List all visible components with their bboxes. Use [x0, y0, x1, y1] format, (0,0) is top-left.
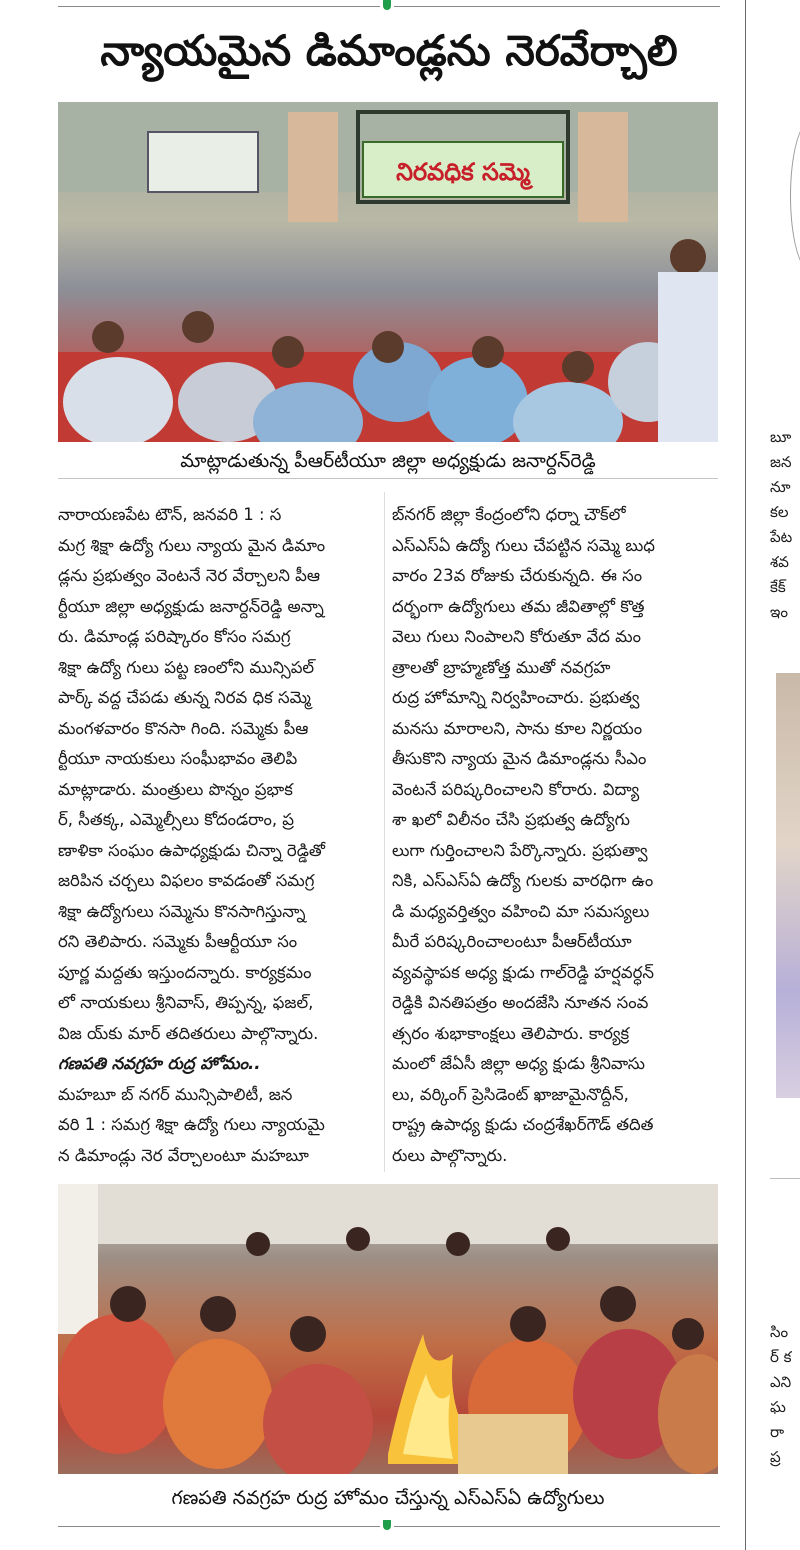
- adjacent-article-upper: [770, 425, 800, 625]
- text-line: న డిమాండ్లు నెర వేర్చాలంటూ మహబూ: [58, 1145, 309, 1165]
- text-line: డి మధ్యవర్తిత్వం వహించి మా సమస్యలు: [392, 901, 650, 921]
- text-line: దర్భంగా ఉద్యోగులు తమ జీవితాల్లో కొత్త: [392, 596, 645, 616]
- text-line: ర్టీయూ జిల్లా అధ్యక్షుడు జనార్దన్‌రెడ్డి అన్నా: [58, 596, 324, 616]
- text-line: రు. డిమాండ్ల పరిష్కారం కోసం సమగ్ర: [58, 627, 291, 646]
- photo-top-caption: మాట్లాడుతున్న పీఆర్‌టీయూ జిల్లా అధ్యక్షుడు జనార్దన్‌రెడ్డి: [180, 450, 596, 472]
- text-line: త్సరం శుభాకాంక్షలు తెలిపారు. కార్యక్ర: [392, 1023, 630, 1043]
- text-line: లుగా గుర్తించాలని పేర్కొన్నారు. ప్రభుత్వా: [392, 840, 648, 860]
- text-line: వారం 23వ రోజుకు చేరుకున్నది. ఈ సం: [392, 566, 643, 585]
- text-line: మంగళవారం కొనసా గింది. సమ్మెకు పీఆ: [58, 718, 309, 738]
- leaf-ornament-icon: [380, 0, 394, 14]
- top-rule: [58, 0, 720, 14]
- text-line: ఎస్‌ఎస్‌ఏ ఉద్యో గులు చేపట్టిన సమ్మె బుధ: [392, 535, 655, 555]
- bottom-rule: [58, 1520, 720, 1534]
- text-line: లు, వర్కింగ్‌ ప్రెసిడెంట్‌ ఖాజామైనొద్దీన్‌,: [392, 1084, 629, 1104]
- text-line: పూర్ణ మద్దతు ఇస్తుందన్నారు. కార్యక్రమం: [58, 962, 312, 982]
- adjacent-photo: [776, 673, 800, 1098]
- page-column-divider: [745, 0, 746, 1550]
- text-line: లో నాయకులు శ్రీనివాస్‌, తిప్పన్న, ఫజల్‌,: [58, 993, 314, 1012]
- text-line: వెలు గులు నింపాలని కోరుతూ వేద మం: [392, 627, 641, 646]
- subheading: గణపతి నవగ్రహ రుద్ర హోమం..: [58, 1054, 261, 1073]
- text-line: రాష్ట్ర ఉపాధ్య క్షుడు చంద్రశేఖర్‌గౌడ్‌ తదిత: [392, 1115, 654, 1134]
- text-line: మహబూ బ్‌ నగర్‌ మున్సిపాలిటీ, జన: [58, 1084, 293, 1104]
- text-line: శా ఖలో విలీనం చేసి ప్రభుత్వ ఉద్యోగు: [392, 810, 630, 829]
- text-line: విజ య్‌కు మార్‌ తదితరులు పాల్గొన్నారు.: [58, 1023, 319, 1043]
- adjacent-divider: [770, 1178, 800, 1179]
- text-line: రా: [770, 1423, 785, 1441]
- article-column-left: [58, 500, 376, 1171]
- text-line: వెంటనే పరిష్కరించాలని కోరారు. విద్యా: [392, 779, 640, 799]
- text-line: తీసుకొని న్యాయ మైన డిమాండ్లను సీఎం: [392, 749, 647, 768]
- text-line: కేక్: [770, 578, 786, 596]
- text-line: ఘ: [770, 1398, 786, 1416]
- text-line: త్రాలతో బ్రాహ్మణోత్త ముతో నవగ్రహ: [392, 657, 611, 677]
- text-line: ఎని: [770, 1373, 792, 1391]
- text-line: ఇం: [770, 603, 788, 621]
- text-line: నూ: [770, 478, 791, 496]
- text-line: ర్‌, సీతక్క, ఎమ్మెల్సీలు కోదండరాం, ప్ర: [58, 810, 295, 829]
- text-line: కల: [770, 503, 789, 521]
- text-line: నారాయణపేట టౌన్‌, జనవరి 1 : స: [58, 505, 282, 524]
- text-line: శవ: [770, 553, 789, 571]
- text-line: రుద్ర హోమాన్ని నిర్వహించారు. ప్రభుత్వ: [392, 688, 640, 707]
- text-line: ప్ర: [770, 1448, 781, 1466]
- text-line: నికి, ఎస్‌ఎస్‌ఏ ఉద్యో గులకు వారధిగా ఉం: [392, 871, 654, 890]
- caption-divider: [58, 478, 718, 479]
- photo-protest-meeting: [58, 102, 718, 442]
- article-column-right: [392, 500, 718, 1171]
- text-line: రని తెలిపారు. సమ్మెకు పీఆర్టీయూ సం: [58, 932, 298, 951]
- text-line: పేట: [770, 528, 793, 546]
- banner-text: నిరవధిక సమ్మె: [396, 158, 530, 186]
- adjacent-graphic: [790, 120, 800, 272]
- text-line: మీరే పరిష్కరించాలంటూ పీఆర్‌టీయూ: [392, 932, 632, 951]
- text-line: బూ: [770, 428, 792, 446]
- text-line: రులు పాల్గొన్నారు.: [392, 1145, 508, 1165]
- column-divider: [384, 492, 385, 1172]
- text-line: మనసు మారాలని, సాను కూల నిర్ణయం: [392, 718, 643, 738]
- text-line: సిం: [770, 1323, 789, 1341]
- photo-homam-ritual: [58, 1184, 718, 1474]
- headline: న్యాయమైన డిమాండ్లను నెరవేర్చాలి: [100, 26, 678, 75]
- leaf-ornament-icon: [380, 1520, 394, 1534]
- text-line: శిక్షా ఉద్యోగులు సమ్మెను కొనసాగిస్తున్నా: [58, 901, 306, 921]
- text-line: ణాళికా సంఘం ఉపాధ్యక్షుడు చిన్నా రెడ్డితో: [58, 840, 326, 860]
- text-line: బ్‌నగర్‌ జిల్లా కేంద్రంలోని ధర్నా చౌక్‌లో: [392, 505, 626, 524]
- text-line: శిక్షా ఉద్యో గులు పట్ట ణంలోని మున్సిపల్‌: [58, 657, 315, 677]
- text-line: మంలో జేఏసీ జిల్లా అధ్య క్షుడు శ్రీనివాసు: [392, 1054, 646, 1073]
- text-line: మగ్ర శిక్షా ఉద్యో గులు న్యాయ మైన డిమాం: [58, 535, 326, 555]
- text-line: వరి 1 : సమగ్ర శిక్షా ఉద్యో గులు న్యాయమై: [58, 1115, 325, 1134]
- text-line: జన: [770, 453, 792, 471]
- text-line: ర్టీయూ నాయకులు సంఘీభావం తెలిపి: [58, 749, 298, 768]
- text-line: జరిపిన చర్చలు విఫలం కావడంతో సమగ్ర: [58, 871, 315, 890]
- text-line: పార్క్‌ వద్ద చేపడు తున్న నిరవ ధిక సమ్మె: [58, 688, 311, 707]
- text-line: మాట్లాడారు. మంత్రులు పొన్నం ప్రభాక: [58, 779, 293, 799]
- adjacent-article-lower: [770, 1320, 800, 1470]
- photo-bottom-caption: గణపతి నవగ్రహ రుద్ర హోమం చేస్తున్న ఎస్‌ఎస్‌ఏ ఉద్యోగులు: [171, 1487, 605, 1509]
- text-line: రెడ్డికి వినతిపత్రం అందజేసి నూతన సంవ: [392, 993, 649, 1012]
- text-line: డ్లను ప్రభుత్వం వెంటనే నెర వేర్చాలని పీఆ: [58, 566, 321, 585]
- text-line: వ్యవస్థాపక అధ్య క్షుడు గాల్‌రెడ్డి హర్షవర్ధన్‌: [392, 962, 655, 982]
- text-line: ర్ క: [770, 1348, 792, 1366]
